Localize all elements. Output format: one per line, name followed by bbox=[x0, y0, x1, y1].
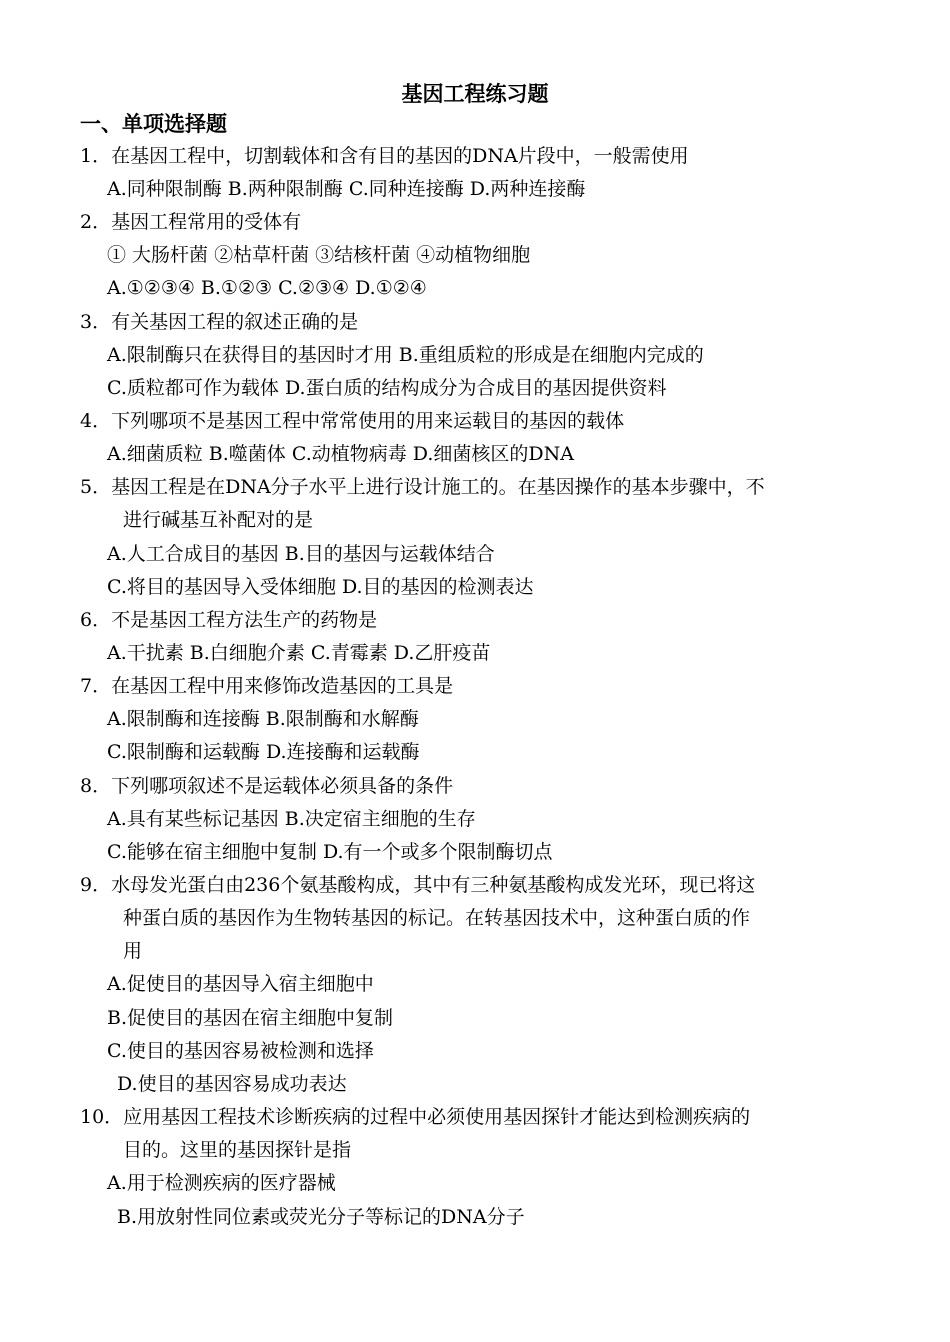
options-1: A.同种限制酶 B.两种限制酶 C.同种连接酶 D.两种连接酶 bbox=[107, 178, 586, 200]
page-title: 基因工程练习题 bbox=[401, 82, 549, 106]
options-7a: A.限制酶和连接酶 B.限制酶和水解酶 bbox=[107, 708, 419, 730]
option-9d: D.使目的基因容易成功表达 bbox=[117, 1073, 347, 1095]
section-heading: 一、单项选择题 bbox=[80, 112, 227, 136]
question-5: 5．基因工程是在DNA分子水平上进行设计施工的。在基因操作的基本步骤中，不 bbox=[80, 476, 765, 498]
question-2: 2．基因工程常用的受体有 bbox=[80, 211, 302, 233]
question-9-cont2: 用 bbox=[123, 940, 143, 962]
question-1: 1．在基因工程中，切割载体和含有目的基因的DNA片段中，一般需使用 bbox=[80, 145, 689, 167]
options-6: A.干扰素 B.白细胞介素 C.青霉素 D.乙肝疫苗 bbox=[107, 642, 491, 664]
options-2: A.①②③④ B.①②③ C.②③④ D.①②④ bbox=[107, 277, 427, 299]
options-3a: A.限制酶只在获得目的基因时才用 B.重组质粒的形成是在细胞内完成的 bbox=[107, 344, 704, 366]
options-8b: C.能够在宿主细胞中复制 D.有一个或多个限制酶切点 bbox=[107, 841, 553, 863]
option-9b: B.促使目的基因在宿主细胞中复制 bbox=[107, 1007, 394, 1029]
option-9c: C.使目的基因容易被检测和选择 bbox=[107, 1040, 374, 1062]
question-9: 9．水母发光蛋白由236个氨基酸构成，其中有三种氨基酸构成发光环，现已将这 bbox=[80, 874, 756, 896]
options-5b: C.将目的基因导入受体细胞 D.目的基因的检测表达 bbox=[107, 576, 534, 598]
option-10a: A.用于检测疾病的医疗器械 bbox=[107, 1172, 336, 1194]
option-10b: B.用放射性同位素或荧光分子等标记的DNA分子 bbox=[117, 1206, 525, 1228]
question-8: 8．下列哪项叙述不是运载体必须具备的条件 bbox=[80, 775, 454, 797]
options-7b: C.限制酶和运载酶 D.连接酶和运载酶 bbox=[107, 741, 420, 763]
options-4: A.细菌质粒 B.噬菌体 C.动植物病毒 D.细菌核区的DNA bbox=[107, 443, 574, 465]
question-4: 4．下列哪项不是基因工程中常常使用的用来运载目的基因的载体 bbox=[80, 410, 625, 432]
options-8a: A.具有某些标记基因 B.决定宿主细胞的生存 bbox=[107, 808, 476, 830]
question-3: 3．有关基因工程的叙述正确的是 bbox=[80, 311, 359, 333]
question-9-cont: 种蛋白质的基因作为生物转基因的标记。在转基因技术中，这种蛋白质的作 bbox=[123, 907, 751, 929]
options-3b: C.质粒都可作为载体 D.蛋白质的结构成分为合成目的基因提供资料 bbox=[107, 377, 667, 399]
question-10: 10．应用基因工程技术诊断疾病的过程中必须使用基因探针才能达到检测疾病的 bbox=[80, 1106, 751, 1128]
options-5a: A.人工合成目的基因 B.目的基因与运载体结合 bbox=[107, 543, 495, 565]
list-2: ① 大肠杆菌 ②枯草杆菌 ③结核杆菌 ④动植物细胞 bbox=[107, 244, 531, 266]
question-7: 7．在基因工程中用来修饰改造基因的工具是 bbox=[80, 675, 454, 697]
question-10-cont: 目的。这里的基因探针是指 bbox=[123, 1139, 352, 1161]
question-6: 6．不是基因工程方法生产的药物是 bbox=[80, 609, 378, 631]
option-9a: A.促使目的基因导入宿主细胞中 bbox=[107, 973, 374, 995]
question-5-cont: 进行碱基互补配对的是 bbox=[123, 509, 314, 531]
